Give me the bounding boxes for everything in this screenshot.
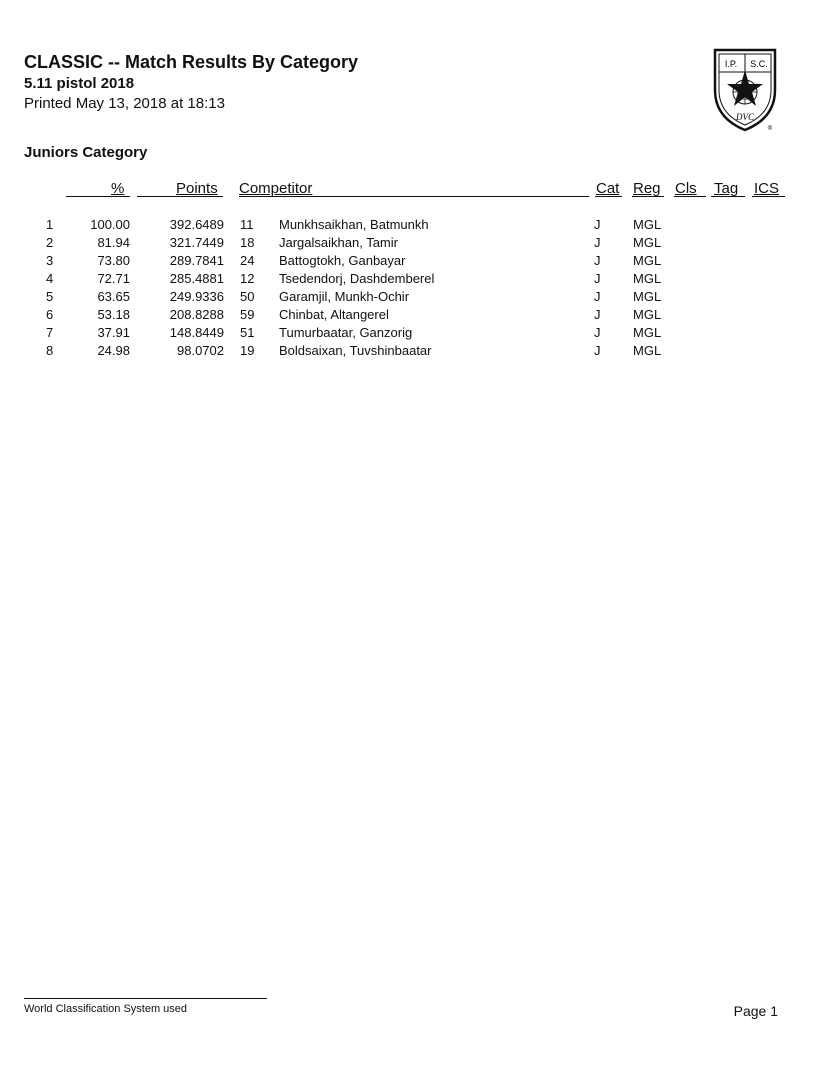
competitor-name: Munkhsaikhan, Batmunkh	[279, 217, 429, 232]
points: 289.7841	[169, 253, 224, 268]
points: 208.8288	[169, 307, 224, 322]
footer-rule	[24, 998, 267, 999]
competitor-name: Chinbat, Altangerel	[279, 307, 389, 322]
place: 6	[46, 307, 54, 322]
report-title: CLASSIC -- Match Results By Category	[24, 52, 359, 72]
column-header-reg: Reg	[633, 180, 661, 197]
percent: 73.80	[97, 253, 130, 268]
points: 98.0702	[177, 343, 224, 358]
category-code: J	[594, 271, 601, 286]
table-row	[0, 217, 825, 235]
svg-text:®: ®	[767, 126, 773, 132]
competitor-number: 51	[240, 325, 255, 340]
competitor-name: Tumurbaatar, Ganzorig	[279, 325, 413, 340]
table-row	[0, 307, 825, 325]
competitor-number: 59	[240, 307, 255, 322]
table-row	[0, 343, 825, 361]
percent: 37.91	[97, 325, 130, 340]
category-code: J	[594, 325, 601, 340]
competitor-number: 11	[240, 217, 254, 232]
percent: 53.18	[97, 307, 130, 322]
region-code: MGL	[633, 289, 662, 304]
place: 1	[46, 217, 54, 232]
region-code: MGL	[633, 307, 662, 322]
region-code: MGL	[633, 325, 662, 340]
category-code: J	[594, 235, 601, 250]
competitor-number: 12	[240, 271, 255, 286]
column-header-tag: Tag	[714, 180, 739, 197]
competitor-number: 24	[240, 253, 255, 268]
percent: 100.00	[90, 217, 130, 232]
category-code: J	[594, 253, 601, 268]
competitor-number: 50	[240, 289, 255, 304]
place: 5	[46, 289, 54, 304]
percent: 63.65	[97, 289, 130, 304]
logo-text-right: S.C.	[750, 59, 768, 69]
percent: 24.98	[97, 343, 130, 358]
column-header-competitor: Competitor	[239, 180, 313, 197]
points: 148.8449	[169, 325, 224, 340]
percent: 72.71	[97, 271, 130, 286]
column-header-cat: Cat	[596, 180, 620, 197]
points: 321.7449	[169, 235, 224, 250]
column-header-cls: Cls	[675, 180, 697, 197]
region-code: MGL	[633, 271, 662, 286]
place: 2	[46, 235, 54, 250]
points: 392.6489	[169, 217, 224, 232]
column-header-ics: ICS	[754, 180, 780, 197]
match-name: 5.11 pistol 2018	[24, 75, 135, 92]
region-code: MGL	[633, 217, 662, 232]
table-row	[0, 235, 825, 253]
competitor-number: 19	[240, 343, 255, 358]
place: 3	[46, 253, 54, 268]
points: 249.9336	[169, 289, 224, 304]
table-row	[0, 271, 825, 289]
percent: 81.94	[97, 235, 130, 250]
category-heading: Juniors Category	[24, 144, 148, 161]
printed-date: Printed May 13, 2018 at 18:13	[24, 95, 225, 112]
region-code: MGL	[633, 343, 662, 358]
table-row	[0, 289, 825, 307]
ipsc-shield-logo-icon	[712, 46, 778, 134]
competitor-number: 18	[240, 235, 255, 250]
competitor-name: Tsedendorj, Dashdemberel	[279, 271, 435, 286]
region-code: MGL	[633, 235, 662, 250]
competitor-name: Garamjil, Munkh-Ochir	[279, 289, 410, 304]
competitor-name: Boldsaixan, Tuvshinbaatar	[279, 343, 432, 358]
category-code: J	[594, 289, 601, 304]
competitor-name: Battogtokh, Ganbayar	[279, 253, 406, 268]
competitor-name: Jargalsaikhan, Tamir	[279, 235, 398, 250]
category-code: J	[594, 217, 601, 232]
category-code: J	[594, 307, 601, 322]
footer-note: World Classification System used	[24, 1003, 188, 1015]
column-header-pct: %	[111, 180, 125, 197]
points: 285.4881	[169, 271, 224, 286]
column-header-points: Points	[176, 180, 218, 197]
place: 8	[46, 343, 54, 358]
table-row	[0, 253, 825, 271]
place: 7	[46, 325, 54, 340]
logo-motto: DVC	[736, 112, 754, 122]
place: 4	[46, 271, 54, 286]
table-row	[0, 325, 825, 343]
page-number: Page 1	[733, 1003, 778, 1019]
category-code: J	[594, 343, 601, 358]
logo-text-left: I.P.	[724, 59, 738, 69]
region-code: MGL	[633, 253, 662, 268]
